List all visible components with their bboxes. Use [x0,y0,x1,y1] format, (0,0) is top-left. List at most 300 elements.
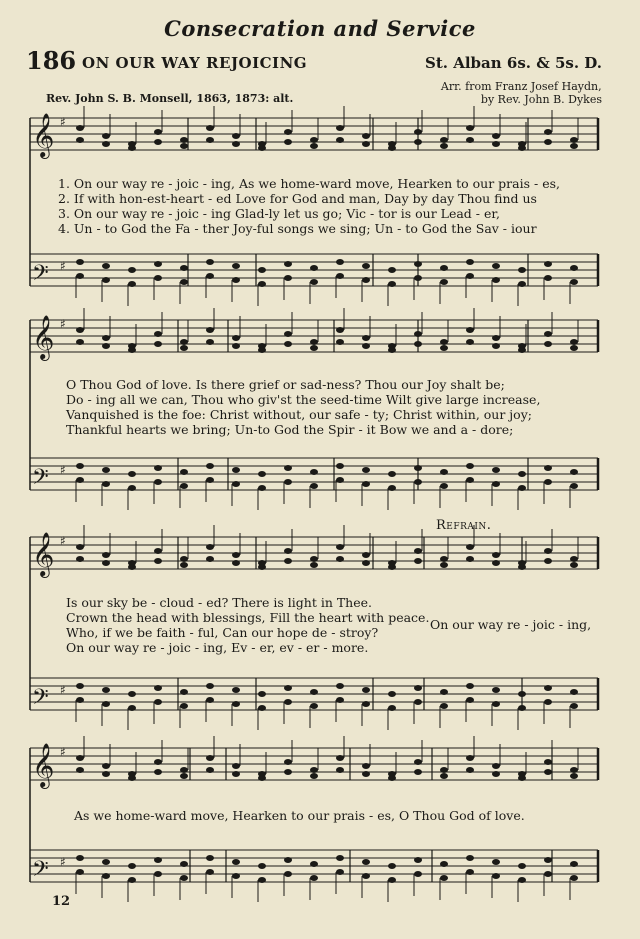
notehead [466,767,474,773]
bass-clef: 𝄢 [32,857,49,887]
notehead [492,560,500,566]
notehead [466,697,474,703]
notehead [440,143,448,149]
notehead [362,873,370,879]
notehead [102,687,110,693]
treble-clef: 𝄞 [32,743,55,787]
notehead [128,281,136,287]
notehead [466,273,474,279]
notehead [206,339,214,345]
notehead [544,129,552,135]
notehead [310,556,318,562]
notehead [206,477,214,483]
notehead [310,767,318,773]
lyric-line: As we home-ward move, Hearken to our prais - es, O Thou God of love. [74,808,525,823]
notehead [258,691,266,697]
notehead [206,544,214,550]
notehead [414,857,422,863]
notehead [284,465,292,471]
notehead [232,560,240,566]
notehead [440,861,448,867]
notehead [180,279,188,285]
notehead [284,479,292,485]
notehead [102,481,110,487]
lyric-line: On our way re - joic - ing, Ev - er, ev - er - more. [66,640,369,655]
notehead [570,773,578,779]
notehead [232,141,240,147]
notehead [414,759,422,765]
notehead [440,345,448,351]
notehead [206,259,214,265]
hymn-title: ON OUR WAY REJOICING [82,54,308,72]
notehead [414,341,422,347]
notehead [388,485,396,491]
notehead [180,562,188,568]
notehead [362,277,370,283]
notehead [180,137,188,143]
lyric-line: Is our sky be - cloud - ed? There is light in Thee. [66,595,373,610]
notehead [570,279,578,285]
notehead [128,863,136,869]
treble-clef: 𝄞 [32,315,55,359]
lyric-line: Do - ing all we can, Thou who giv'st the seed-time Wilt give large increase, [66,392,541,407]
notehead [154,857,162,863]
notehead [102,873,110,879]
notehead [310,875,318,881]
notehead [492,701,500,707]
lyric-line: Who, if we be faith - ful, Can our hope de - stroy? [66,625,379,640]
notehead [102,771,110,777]
notehead [258,145,266,151]
refrain-text: On our way re - joic - ing, [430,617,592,632]
notehead [518,705,526,711]
notehead [544,341,552,347]
notehead [102,763,110,769]
notehead [102,263,110,269]
notehead [336,125,344,131]
notehead [154,341,162,347]
notehead [310,339,318,345]
notehead [76,767,84,773]
notehead [258,471,266,477]
notehead [258,347,266,353]
lyric-line: 3. On our way re - joic - ing Glad-ly let us go; Vic - tor is our Lead - er, [58,206,500,221]
notehead [362,771,370,777]
notehead [76,137,84,143]
notehead [414,769,422,775]
notehead [518,281,526,287]
notehead [388,471,396,477]
key-signature-sharp: ♯ [60,534,66,548]
notehead [232,133,240,139]
notehead [128,705,136,711]
notehead [76,869,84,875]
notehead [180,143,188,149]
notehead [570,875,578,881]
tune-name: St. Alban 6s. & 5s. D. [425,54,602,72]
notehead [310,861,318,867]
notehead [440,469,448,475]
notehead [310,345,318,351]
key-signature-sharp: ♯ [60,745,66,759]
notehead [388,145,396,151]
notehead [466,683,474,689]
notehead [232,701,240,707]
notehead [388,775,396,781]
notehead [154,275,162,281]
notehead [284,871,292,877]
notehead [518,775,526,781]
notehead [128,564,136,570]
notehead [336,259,344,265]
notehead [362,763,370,769]
key-signature-sharp: ♯ [60,317,66,331]
notehead [76,259,84,265]
notehead [206,327,214,333]
notehead [466,544,474,550]
notehead [570,703,578,709]
notehead [414,261,422,267]
notehead [310,773,318,779]
notehead [284,685,292,691]
notehead [492,467,500,473]
notehead [232,771,240,777]
notehead [180,875,188,881]
notehead [544,759,552,765]
notehead [180,265,188,271]
key-signature-sharp: ♯ [60,259,66,273]
notehead [466,339,474,345]
notehead [128,775,136,781]
notehead [206,273,214,279]
notehead [284,275,292,281]
notehead [206,755,214,761]
notehead [362,701,370,707]
notehead [518,485,526,491]
notehead [258,863,266,869]
notehead [102,560,110,566]
notehead [570,345,578,351]
notehead [414,699,422,705]
notehead [414,139,422,145]
author-credit: Rev. John S. B. Monsell, 1863, 1873: alt. [46,92,294,105]
notehead [128,877,136,883]
notehead [336,137,344,143]
notehead [544,857,552,863]
notehead [180,689,188,695]
notehead [284,129,292,135]
notehead [284,261,292,267]
notehead [440,279,448,285]
notehead [336,339,344,345]
notehead [206,683,214,689]
notehead [544,769,552,775]
notehead [388,281,396,287]
notehead [414,871,422,877]
notehead [232,481,240,487]
notehead [284,699,292,705]
notehead [362,133,370,139]
notehead [518,347,526,353]
notehead [258,775,266,781]
notehead [284,759,292,765]
notehead [570,767,578,773]
notehead [128,347,136,353]
notehead [206,767,214,773]
notehead [440,265,448,271]
notehead [232,763,240,769]
arranger-line-1: Arr. from Franz Josef Haydn, [440,80,602,93]
notehead [180,767,188,773]
notehead [518,471,526,477]
notehead [362,263,370,269]
notehead [492,133,500,139]
notehead [492,481,500,487]
key-signature-sharp: ♯ [60,115,66,129]
key-signature-sharp: ♯ [60,463,66,477]
notehead [388,267,396,273]
notehead [232,467,240,473]
notehead [258,705,266,711]
notehead [466,869,474,875]
notehead [492,771,500,777]
notehead [102,467,110,473]
notehead [492,873,500,879]
key-signature-sharp: ♯ [60,855,66,869]
notehead [232,263,240,269]
notehead [544,548,552,554]
notehead [492,859,500,865]
notehead [518,564,526,570]
notehead [414,129,422,135]
notehead [154,871,162,877]
notehead [362,481,370,487]
notehead [154,769,162,775]
notehead [492,687,500,693]
notehead [570,143,578,149]
notehead [206,556,214,562]
notehead [284,558,292,564]
notehead [466,259,474,265]
notehead [284,857,292,863]
notehead [388,705,396,711]
bass-clef: 𝄢 [32,685,49,715]
notehead [232,335,240,341]
notehead [414,685,422,691]
notehead [76,273,84,279]
notehead [336,697,344,703]
notehead [570,137,578,143]
notehead [440,875,448,881]
notehead [310,703,318,709]
notehead [362,141,370,147]
notehead [206,125,214,131]
notehead [518,145,526,151]
notehead [180,345,188,351]
notehead [362,335,370,341]
notehead [180,556,188,562]
notehead [388,863,396,869]
notehead [466,463,474,469]
notehead [388,877,396,883]
notehead [518,267,526,273]
notehead [76,544,84,550]
notehead [362,560,370,566]
notehead [440,562,448,568]
notehead [414,558,422,564]
bass-clef: 𝄢 [32,465,49,495]
notehead [310,143,318,149]
notehead [336,683,344,689]
notehead [440,483,448,489]
notehead [180,703,188,709]
notehead [154,465,162,471]
notehead [154,331,162,337]
notehead [518,691,526,697]
notehead [232,859,240,865]
notehead [570,861,578,867]
notehead [310,562,318,568]
hymn-number: 186 [26,46,77,75]
notehead [206,869,214,875]
notehead [336,477,344,483]
notehead [206,697,214,703]
notehead [466,137,474,143]
notehead [258,267,266,273]
notehead [102,277,110,283]
notehead [570,339,578,345]
bass-clef: 𝄢 [32,261,49,291]
notehead [466,477,474,483]
notehead [284,548,292,554]
notehead [466,855,474,861]
notehead [414,465,422,471]
notehead [544,699,552,705]
notehead [466,755,474,761]
notehead [336,463,344,469]
notehead [544,871,552,877]
refrain-label: Refrain. [436,518,492,533]
notehead [76,755,84,761]
lyric-line: O Thou God of love. Is there grief or sad-ness? Thou our Joy shalt be; [66,377,505,392]
notehead [570,562,578,568]
notehead [76,855,84,861]
notehead [440,556,448,562]
notehead [154,479,162,485]
notehead [258,281,266,287]
notehead [76,327,84,333]
notehead [232,277,240,283]
notehead [180,339,188,345]
notehead [336,767,344,773]
notehead [206,137,214,143]
notehead [492,343,500,349]
notehead [544,275,552,281]
notehead [310,279,318,285]
notehead [544,558,552,564]
lyric-line: Vanquished is the foe: Christ without, our safe - ty; Christ within, our joy; [66,407,532,422]
notehead [76,697,84,703]
notehead [544,139,552,145]
key-signature-sharp: ♯ [60,683,66,697]
notehead [206,855,214,861]
notehead [76,683,84,689]
notehead [466,556,474,562]
notehead [76,125,84,131]
treble-clef: 𝄞 [32,113,55,157]
notehead [102,701,110,707]
notehead [76,477,84,483]
notehead [362,552,370,558]
notehead [128,471,136,477]
notehead [310,689,318,695]
notehead [102,141,110,147]
notehead [518,863,526,869]
lyric-line: 1. On our way re - joic - ing, As we home-ward move, Hearken to our prais - es, [58,176,560,191]
notehead [128,691,136,697]
notehead [154,261,162,267]
notehead [232,552,240,558]
notehead [388,691,396,697]
notehead [388,564,396,570]
notehead [414,548,422,554]
notehead [154,759,162,765]
treble-clef: 𝄞 [32,532,55,576]
notehead [128,145,136,151]
notehead [154,129,162,135]
notehead [232,873,240,879]
notehead [492,335,500,341]
page-number: 12 [52,894,71,909]
notehead [258,877,266,883]
notehead [336,544,344,550]
notehead [492,263,500,269]
notehead [310,137,318,143]
notehead [102,133,110,139]
notehead [232,687,240,693]
notehead [180,861,188,867]
notehead [336,755,344,761]
notehead [336,327,344,333]
notehead [76,339,84,345]
notehead [180,469,188,475]
arranger-line-2: by Rev. John B. Dykes [480,93,602,106]
lyric-line: Thankful hearts we bring; Un-to God the Spir - it Bow we and a - dore; [66,422,514,437]
notehead [440,767,448,773]
notehead [206,463,214,469]
notehead [310,265,318,271]
notehead [154,699,162,705]
notehead [388,347,396,353]
lyric-line: Crown the head with blessings, Fill the heart with peace. [66,610,430,625]
notehead [154,139,162,145]
notehead [284,769,292,775]
notehead [180,773,188,779]
notehead [570,556,578,562]
lyric-line: 2. If with hon-est-heart - ed Love for God and man, Day by day Thou find us [58,191,537,206]
notehead [284,331,292,337]
notehead [128,267,136,273]
notehead [492,277,500,283]
notehead [258,564,266,570]
notehead [310,483,318,489]
notehead [284,341,292,347]
notehead [492,552,500,558]
notehead [544,465,552,471]
notehead [154,685,162,691]
notehead [180,483,188,489]
notehead [362,859,370,865]
